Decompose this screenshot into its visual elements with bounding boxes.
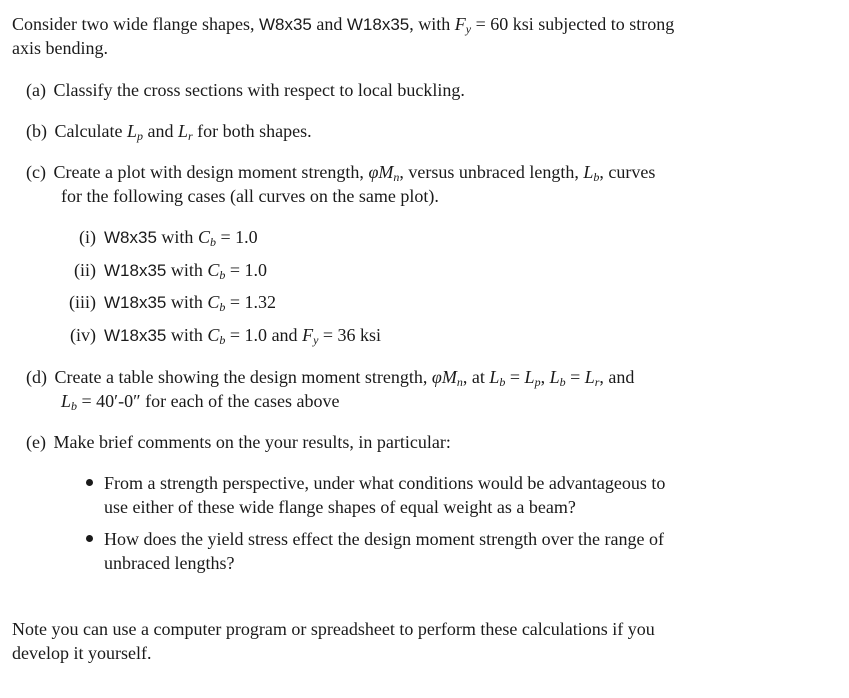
- fy-symbol: $F_y$: [454, 14, 472, 36]
- item-e: [26, 430, 451, 454]
- subitem-iii: [0, 290, 276, 315]
- item-b: [26, 119, 312, 143]
- item-text: for each of the cases above: [140, 391, 340, 411]
- item-text: Classify the cross sections with respect to local buckling.: [53, 80, 465, 100]
- cb-symbol: $C_b$: [197, 227, 216, 249]
- subitem-i: [0, 225, 258, 250]
- intro-line-1: [12, 12, 674, 37]
- phi-mn-symbol: $\varphi M_n$: [431, 367, 463, 389]
- item-text: for both shapes.: [192, 121, 312, 141]
- item-text: , versus unbraced length,: [399, 162, 584, 182]
- lr-symbol: $L_r$: [584, 367, 600, 389]
- bullet-2-line-2: unbraced lengths?: [104, 553, 235, 573]
- item-a: [26, 78, 465, 102]
- item-c-line-2: for the following cases (all curves on the same plot).: [61, 186, 439, 206]
- bullet-1-line-2: use either of these wide flange shapes of equal weight as a beam?: [104, 497, 576, 517]
- shape-w18x35: W18x35: [104, 261, 167, 280]
- lb-symbol: $L_b$: [489, 367, 506, 389]
- bullet-icon: [86, 535, 93, 542]
- bullet-2-line-1: How does the yield stress effect the design moment strength over the range of: [104, 529, 665, 549]
- fy-value: = 60 ksi: [471, 14, 534, 34]
- fy-symbol: $F_y$: [302, 325, 319, 347]
- item-text: , and: [599, 367, 635, 387]
- cb-value: = 1.32: [225, 292, 277, 312]
- item-label: (a): [26, 80, 46, 100]
- subitem-iv: [0, 323, 381, 348]
- intro-line-2: axis bending.: [12, 38, 108, 58]
- cb-value: = 1.0: [225, 260, 268, 280]
- subitem-text: and: [267, 325, 303, 345]
- bullet-1-line-1: From a strength perspective, under what conditions would be advantageous to: [104, 473, 666, 493]
- note-line-1: Note you can use a computer program or spreadsheet to perform these calculations if you: [12, 619, 655, 639]
- subitem-label: (iv): [70, 325, 96, 345]
- cb-value: = 1.0: [225, 325, 268, 345]
- cb-symbol: $C_b$: [207, 260, 226, 282]
- intro-text: Consider two wide flange shapes,: [12, 14, 259, 34]
- intro-text: , with: [409, 14, 455, 34]
- shape-w8x35: W8x35: [258, 15, 312, 34]
- item-text: Calculate: [54, 121, 127, 141]
- item-c-line-1: [26, 160, 655, 184]
- item-label: (d): [26, 367, 47, 387]
- lb-symbol: $L_b$: [583, 162, 600, 184]
- phi-mn-symbol: $\varphi M_n$: [368, 162, 400, 184]
- item-d-line-1: [26, 365, 634, 389]
- length-value: = 40′-0″: [77, 391, 141, 411]
- lb-symbol: $L_b$: [549, 367, 566, 389]
- note-line-2: develop it yourself.: [12, 643, 152, 663]
- shape-w18x35: W18x35: [346, 15, 410, 34]
- item-label: (e): [26, 432, 46, 452]
- subitem-label: (i): [79, 227, 96, 247]
- cb-symbol: $C_b$: [207, 292, 226, 314]
- equals: =: [565, 367, 585, 387]
- item-text: ,: [540, 367, 550, 387]
- shape-w18x35: W18x35: [104, 293, 167, 312]
- lp-symbol: $L_p$: [126, 121, 143, 143]
- subitem-text: with: [166, 260, 208, 280]
- shape-w18x35: W18x35: [104, 326, 167, 345]
- equals: =: [505, 367, 525, 387]
- item-label: (b): [26, 121, 47, 141]
- subitem-text: with: [166, 325, 208, 345]
- fy-value: = 36 ksi: [318, 325, 382, 345]
- item-text: , curves: [599, 162, 656, 182]
- lr-symbol: $L_r$: [177, 121, 193, 143]
- intro-text: subjected to strong: [533, 14, 675, 34]
- cb-symbol: $C_b$: [207, 325, 226, 347]
- item-text: Make brief comments on the your results, in particular:: [53, 432, 451, 452]
- item-text: , at: [462, 367, 490, 387]
- item-label: (c): [26, 162, 46, 182]
- lb-symbol: $L_b$: [61, 391, 78, 413]
- intro-text: and: [311, 14, 347, 34]
- subitem-label: (ii): [74, 260, 96, 280]
- cb-value: = 1.0: [215, 227, 258, 247]
- item-text: Create a plot with design moment strength,: [53, 162, 369, 182]
- bullet-icon: [86, 479, 93, 486]
- subitem-ii: [0, 258, 267, 283]
- item-d-line-2: [61, 389, 340, 413]
- subitem-label: (iii): [69, 292, 96, 312]
- subitem-text: with: [156, 227, 198, 247]
- lp-symbol: $L_p$: [524, 367, 541, 389]
- item-text: and: [142, 121, 178, 141]
- subitem-text: with: [166, 292, 208, 312]
- item-text: Create a table showing the design moment strength,: [54, 367, 432, 387]
- shape-w8x35: W8x35: [104, 228, 157, 247]
